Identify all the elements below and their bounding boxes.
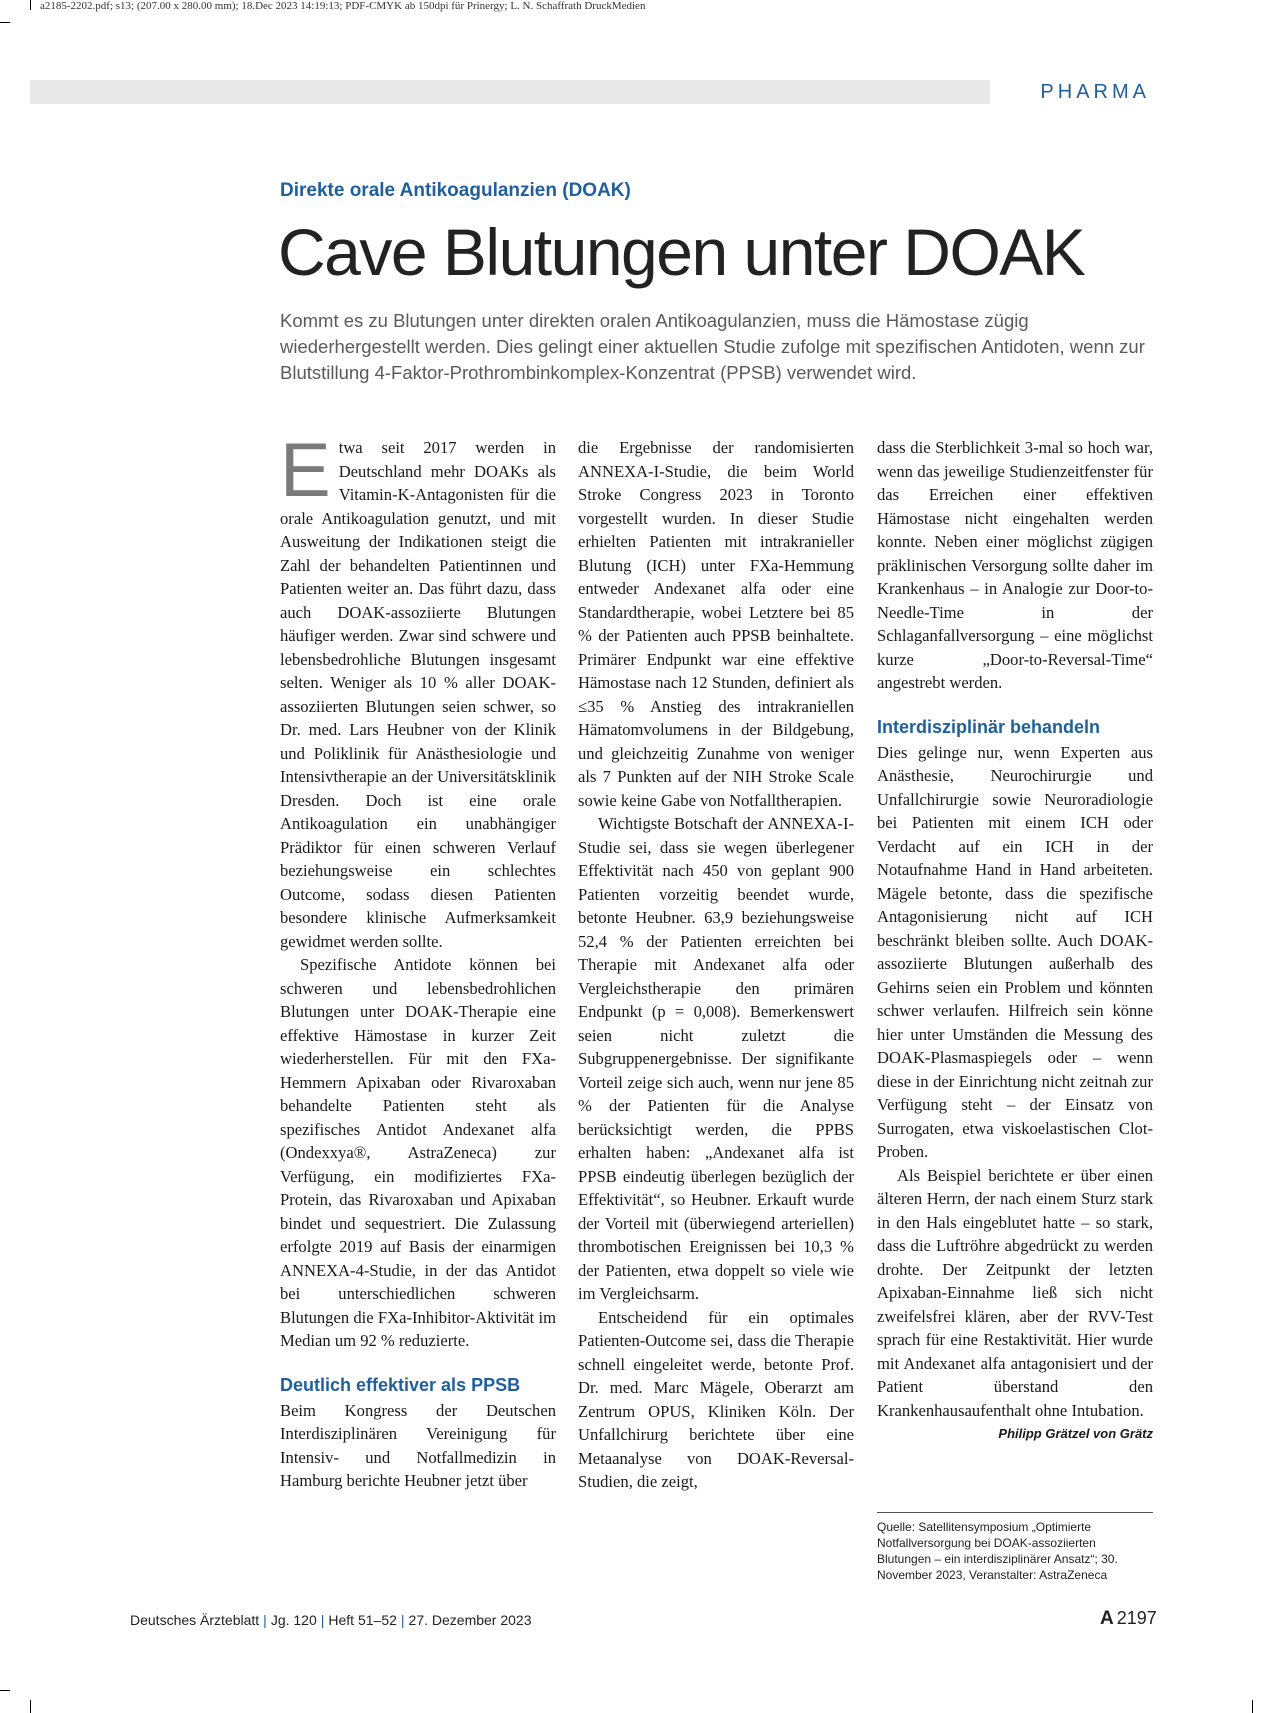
- author-byline: Philipp Grätzel von Grätz: [998, 1426, 1153, 1441]
- crop-mark-bottom-left: [0, 1690, 10, 1691]
- paragraph: Spezifische Antidote können bei schweren und lebensbedrohlichen Blutungen unter DOAK-Therapie eine effektive Hämostase in kurzer Zeit wiederherstellen. Für mit den FXa-Hemmern Apixaban oder Rivaroxaban behandelte Patienten steht als spezifisches Antidot Andexanet alfa (Ondexxya®, AstraZeneca) zur Verfügung, ein modifiziertes FXa-Protein, das Rivaroxaban und Apixaban bindet und sequestriert. Die Zulassung erfolgte 2019 auf Basis der einarmigen ANNEXA-4-Studie, in der das Antidot bei unterschiedlichen schweren Blutungen die FXa-Inhibitor-Aktivität im Median um 92 % reduzierte.: [280, 955, 556, 1350]
- footer-separator: |: [263, 1612, 267, 1628]
- article-kicker: Direkte orale Antikoagulanzien (DOAK): [280, 180, 631, 201]
- crop-mark-top-left-v: [30, 0, 31, 10]
- text-column-2: [578, 436, 854, 1494]
- paragraph: [280, 428, 556, 953]
- paragraph: [877, 1164, 1153, 1441]
- paragraph: dass die Sterblichkeit 3-mal so hoch war, wenn das jeweilige Studienzeitfenster für das Erreichen einer effektiven Hämostase nicht eingehalten werden konnte. Neben einer möglichst zügigen präklinischen Versorgung sollte daher im Krankenhaus – in Analogie zur Door-to-Needle-Time in der Schlaganfallversorgung – eine möglichst kurze „Door-to-Reversal-Time“ angestrebt werden.: [877, 438, 1153, 692]
- page-number: [1100, 1608, 1157, 1630]
- subheading-ppsb: Deutlich effektiver als PPSB: [280, 1374, 521, 1395]
- article-lead: Kommt es zu Blutungen unter direkten oralen Antikoagulanzien, muss die Hämostase zügig wiederhergestellt werden. Dies gelingt einer aktuellen Studie zufolge mit spezifischen Antidoten, wenn zur Blutstillung 4-Faktor-Prothrombinkomplex-Konzentrat (PPSB) verwendet wird.: [280, 310, 1145, 383]
- article-title: Cave Blutungen unter DOAK: [278, 215, 1085, 289]
- paragraph-text: twa seit 2017 werden in Deutschland mehr DOAKs als Vitamin-K-Antagonisten für die orale Antikoagulation genutzt, und mit Ausweitung der Indikationen steigt die Zahl der behandelten Patientinnen und Patienten weiter an. Das führt dazu, dass auch DOAK-assoziierte Blutungen häufiger werden. Zwar sind schwere und lebensbedrohliche Blutungen insgesamt selten. Weniger als 10 % aller DOAK-assoziierten Blutungen seien schwer, so Dr. med. Lars Heubner von der Klinik und Poliklinik für Anästhesiologie und Intensivtherapie an der Universitätsklinik Dresden. Doch ist eine orale Antikoagulation ein unabhängiger Prädiktor für einen schweren Verlauf beziehungsweise ein schlechtes Outcome, sodass diesen Patienten besondere klinische Aufmerksamkeit gewidmet werden sollte.: [280, 438, 556, 951]
- source-note: Quelle: Satellitensymposium „Optimierte Notfallversorgung bei DOAK-assoziierten Blutungen – ein interdisziplinärer Ansatz“; 30. November 2023, Veranstalter: AstraZeneca: [877, 1512, 1153, 1583]
- crop-mark-top-left: [0, 22, 10, 23]
- crop-mark-bottom-right-v: [1252, 1700, 1253, 1713]
- volume: Jg. 120: [270, 1612, 317, 1628]
- page-prefix: A: [1100, 1608, 1114, 1629]
- paragraph: Entscheidend für ein optimales Patienten-Outcome sei, dass die Therapie schnell eingeleitet werde, betonte Prof. Dr. med. Marc Mägele, Oberarzt am Zentrum OPUS, Kliniken Köln. Der Unfallchirurg berichtete über eine Metaanalyse von DOAK-Reversal-Studien, die zeigt,: [578, 1307, 854, 1491]
- footer-separator: |: [320, 1612, 325, 1628]
- section-label: PHARMA: [990, 80, 1270, 104]
- section-band: [30, 80, 1270, 104]
- print-slug: a2185-2202.pdf; s13; (207.00 x 280.00 mm); 18.Dec 2023 14:19:13; PDF-CMYK ab 150dpi für Prinergy; L. N. Schaffrath DruckMedien: [40, 0, 646, 12]
- paragraph-text: Als Beispiel berichtete er über einen älteren Herrn, der nach einem Sturz stark in den Hals eingeblutet hatte – so stark, dass die Luftröhre abgedrückt zu werden drohte. Der Zeitpunkt der letzten Apixaban-Einnahme ließ sich nicht zweifelsfrei klären, aber der RVV-Test sprach für eine Restaktivität. Hier wurde mit Andexanet alfa antagonisiert und der Patient überstand den Krankenhausaufenthalt ohne Intubation.: [877, 1165, 1153, 1420]
- paragraph: Wichtigste Botschaft der ANNEXA-I-Studie sei, dass sie wegen überlegener Effektivität nach 450 von geplant 900 Patienten vorzeitig beendet wurde, betonte Heubner. 63,9 beziehungsweise 52,4 % der Patienten erreichten bei Therapie mit Andexanet alfa oder Vergleichstherapie den primären Endpunkt (p = 0,008). Bemerkenswert seien nicht zuletzt die Subgruppenergebnisse. Der signifikante Vorteil zeige sich auch, wenn nur jene 85 % der Patienten für die Analyse berücksichtigt werden, die PPBS erhalten haben: „Andexanet alfa ist PPSB eindeutig überlegen bezüglich der Effektivität“, so Heubner. Erkauft wurde der Vorteil mit (überwiegend arteriellen) thrombotischen Ereignissen bei 10,3 % der Patienten, etwa doppelt so viele wie im Vergleichsarm.: [578, 814, 854, 1303]
- text-column-1: [280, 428, 556, 1493]
- crop-mark-bottom-left-v: [30, 1700, 31, 1713]
- issue-date: 27. Dezember 2023: [408, 1612, 532, 1628]
- paragraph: Beim Kongress der Deutschen Interdisziplinären Vereinigung für Intensiv- und Notfallmedizin in Hamburg berichte Heubner jetzt über: [280, 1400, 556, 1490]
- page-number-value: 2197: [1116, 1608, 1157, 1628]
- issue: Heft 51–52: [328, 1612, 397, 1628]
- subheading-interdisziplinaer: Interdisziplinär behandeln: [877, 716, 1101, 737]
- paragraph: Dies gelinge nur, wenn Experten aus Anästhesie, Neurochirurgie und Unfallchirurgie sowie Neuroradiologie bei Patienten mit einem ICH oder Verdacht auf ein ICH in der Notaufnahme Hand in Hand arbeiteten. Mägele betonte, dass die spezifische Antagonisierung nicht auf ICH beschränkt bleiben sollte. Auch DOAK-assoziierte Blutungen außerhalb des Gehirns seien ein Problem und könnten schwer verlaufen. Hilfreich sein könne hier unter Umständen die Messung des DOAK-Plasmaspiegels oder – wenn diese in der Einrichtung nicht zeitnah zur Verfügung steht – der Einsatz von Surrogaten, etwa viskoelastischen Clot-Proben.: [877, 742, 1153, 1161]
- drop-cap: E: [280, 428, 331, 513]
- text-column-3: [877, 436, 1153, 1446]
- paragraph: die Ergebnisse der randomisierten ANNEXA-I-Studie, die beim World Stroke Congress 2023 in Toronto vorgestellt wurden. In dieser Studie erhielten Patienten mit intrakranieller Blutung (ICH) unter FXa-Hemmung entweder Andexanet alfa oder eine Standardtherapie, wobei Letztere bei 85 % der Patienten auch PPSB beinhaltete. Primärer Endpunkt war eine effektive Hämostase nach 12 Stunden, definiert als ≤35 % Anstieg des intrakraniellen Hämatomvolumens in der Bildgebung, und gleichzeitig Zunahme von weniger als 7 Punkten auf der NIH Stroke Scale sowie keine Gabe von Notfalltherapien.: [578, 438, 854, 810]
- journal-name: Deutsches Ärzteblatt: [130, 1612, 260, 1628]
- footer-separator: |: [400, 1612, 405, 1628]
- page-footer: [130, 1612, 532, 1628]
